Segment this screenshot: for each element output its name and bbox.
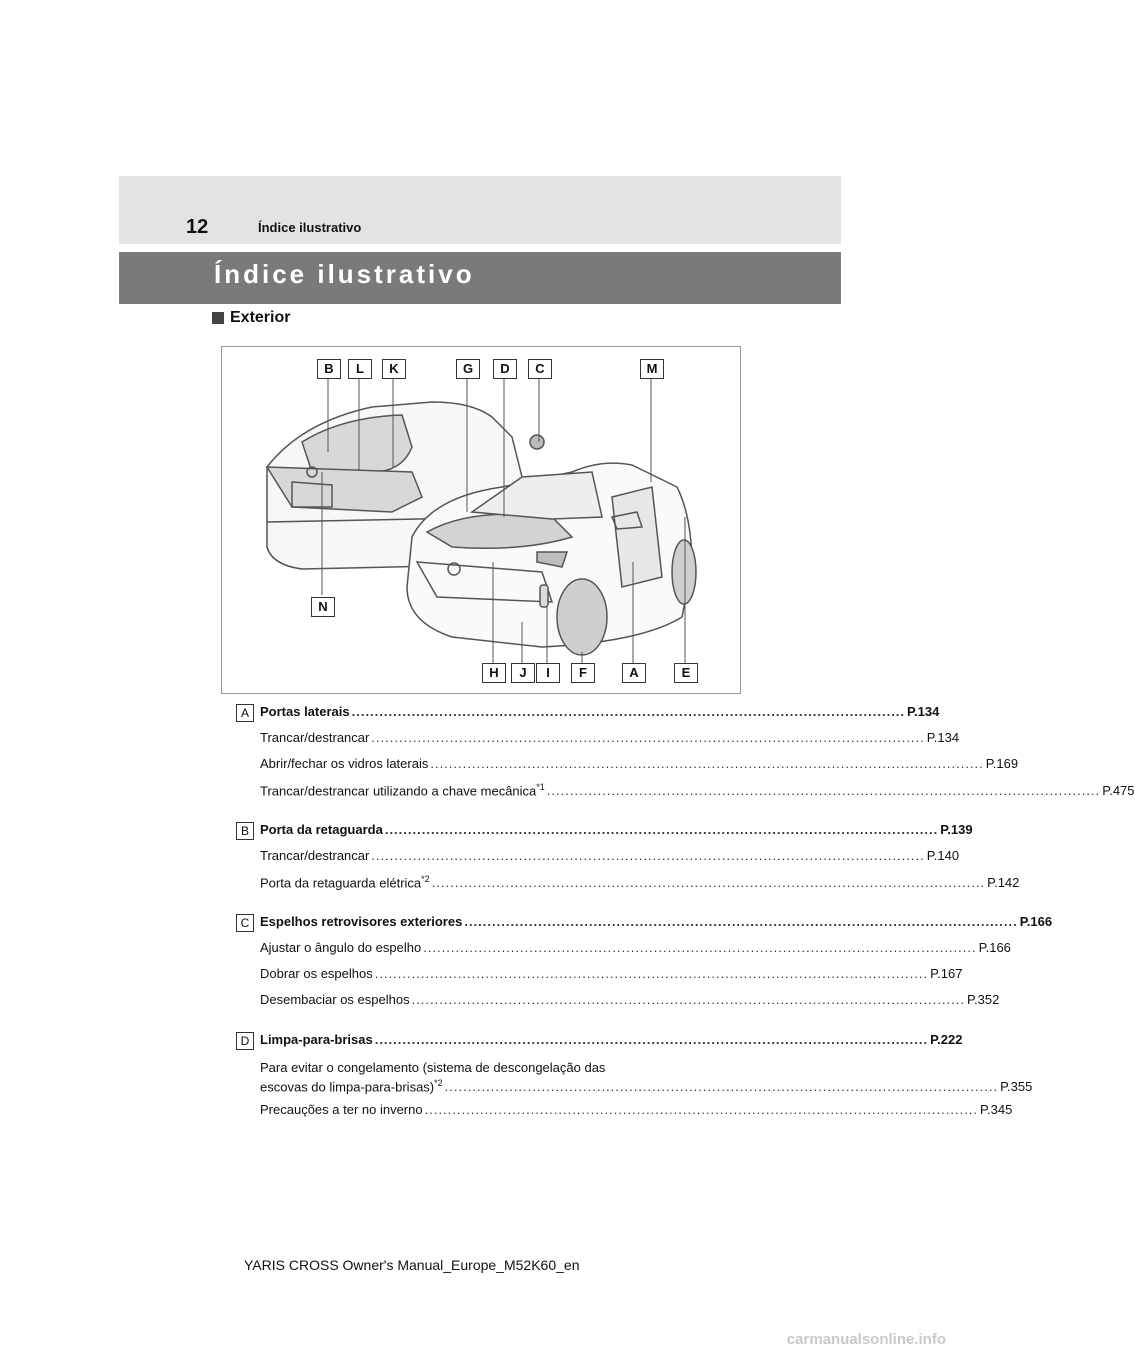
item-text-with-note — [260, 782, 545, 798]
item-text: Trancar/destrancar utilizando a chave mecânica — [260, 783, 537, 799]
leader-dots: ........................................................................................................................ — [351, 704, 906, 719]
leader-dots: ........................................................................................................................ — [374, 966, 929, 981]
callout-label: E — [674, 663, 698, 683]
callout-label: M — [640, 359, 664, 379]
subsection-heading — [212, 309, 290, 327]
item-text: Abrir/fechar os vidros laterais — [260, 756, 429, 771]
index-entry — [236, 1032, 1033, 1128]
header-band — [119, 176, 841, 244]
item-page: P.140 — [926, 848, 960, 863]
item-page: P.345 — [980, 1102, 1013, 1117]
leader-dots: ........................................................................................................................ — [423, 940, 977, 955]
item-page: P.142 — [987, 875, 1020, 891]
exterior-illustration — [221, 346, 741, 694]
footer-text: YARIS CROSS Owner's Manual_Europe_M52K60_en — [244, 1257, 580, 1273]
item-text: Precauções a ter no inverno — [260, 1102, 423, 1117]
entry-item[interactable] — [260, 966, 963, 992]
entry-title: Espelhos retrovisores exteriores — [260, 914, 463, 929]
entry-item[interactable] — [260, 756, 1019, 782]
callout-label: C — [528, 359, 552, 379]
square-bullet-icon — [212, 312, 224, 324]
item-text: Ajustar o ângulo do espelho — [260, 940, 422, 955]
entry-item[interactable] — [260, 1078, 1033, 1102]
entry-page: P.134 — [907, 704, 940, 719]
entry-item[interactable] — [260, 1102, 1013, 1128]
entry-heading[interactable] — [260, 1032, 963, 1058]
leader-dots: ........................................................................................................................ — [444, 1079, 999, 1095]
leader-dots: ........................................................................................................................ — [371, 730, 925, 745]
item-page: P.352 — [967, 992, 1000, 1007]
index-entry — [236, 914, 1053, 1018]
entry-item[interactable] — [260, 848, 960, 874]
entry-heading[interactable] — [260, 704, 940, 730]
item-text: Porta da retaguarda elétrica — [260, 875, 422, 891]
leader-dots: ........................................................................................................................ — [546, 783, 1101, 799]
callout-label: H — [482, 663, 506, 683]
entry-title: Limpa-para-brisas — [260, 1032, 373, 1047]
entry-letter: C — [236, 914, 254, 932]
entry-page: P.222 — [930, 1032, 963, 1047]
callout-label: A — [622, 663, 646, 683]
entry-item[interactable] — [260, 992, 1000, 1018]
leader-dots: ........................................................................................................................ — [371, 848, 925, 863]
item-page: P.169 — [985, 756, 1019, 771]
watermark: carmanualsonline.info — [786, 1331, 946, 1348]
item-text: Desembaciar os espelhos — [260, 992, 410, 1007]
section-title: Índice ilustrativo — [214, 259, 475, 289]
entry-title: Porta da retaguarda — [260, 822, 383, 837]
entry-title: Portas laterais — [260, 704, 350, 719]
callout-label: B — [317, 359, 341, 379]
entry-letter: D — [236, 1032, 254, 1050]
item-page: P.166 — [978, 940, 1011, 955]
callout-label: I — [536, 663, 560, 683]
index-entry — [236, 822, 1020, 900]
item-text: Dobrar os espelhos — [260, 966, 373, 981]
item-text: Trancar/destrancar — [260, 848, 370, 863]
leader-dots: ........................................................................................................................ — [424, 1102, 979, 1117]
callout-label: G — [456, 359, 480, 379]
car-illustration — [222, 347, 740, 693]
callout-label: N — [311, 597, 335, 617]
item-text: Trancar/destrancar — [260, 730, 370, 745]
entry-letter: B — [236, 822, 254, 840]
footnote-ref: *2 — [421, 874, 430, 884]
item-text-first-line: Para evitar o congelamento (sistema de descongelação das — [260, 1060, 606, 1075]
item-text-with-note — [260, 1078, 443, 1094]
entry-page: P.139 — [940, 822, 973, 837]
leader-dots: ........................................................................................................................ — [431, 875, 986, 891]
entry-heading[interactable] — [260, 822, 973, 848]
callout-label: L — [348, 359, 372, 379]
callout-label: K — [382, 359, 406, 379]
leader-dots: ........................................................................................................................ — [374, 1032, 929, 1047]
footnote-ref: *2 — [434, 1078, 443, 1088]
leader-dots: ........................................................................................................................ — [464, 914, 1018, 929]
leader-dots: ........................................................................................................................ — [384, 822, 939, 837]
leader-dots: ........................................................................................................................ — [430, 756, 984, 771]
subsection-label: Exterior — [230, 309, 291, 326]
item-page: P.134 — [926, 730, 960, 745]
callout-label: F — [571, 663, 595, 683]
callout-label: J — [511, 663, 535, 683]
entry-item[interactable] — [260, 730, 960, 756]
item-text-with-note — [260, 874, 430, 890]
index-entries — [236, 704, 1135, 1142]
page-number: 12 — [186, 216, 209, 238]
callout-label: D — [493, 359, 517, 379]
item-page: P.475 — [1102, 783, 1135, 799]
entry-item[interactable] — [260, 940, 1011, 966]
entry-heading[interactable] — [260, 914, 1053, 940]
item-page: P.167 — [930, 966, 963, 981]
footnote-ref: *1 — [536, 782, 545, 792]
entry-letter: A — [236, 704, 254, 722]
leader-dots: ........................................................................................................................ — [411, 992, 965, 1007]
item-text-continuation: escovas do limpa-para-brisas) — [260, 1079, 435, 1095]
index-entry — [236, 704, 1135, 808]
running-title: Índice ilustrativo — [258, 220, 362, 235]
entry-item[interactable] — [260, 874, 1020, 900]
item-page: P.355 — [1000, 1079, 1033, 1095]
entry-page: P.166 — [1019, 914, 1053, 929]
entry-item[interactable] — [260, 782, 1135, 808]
